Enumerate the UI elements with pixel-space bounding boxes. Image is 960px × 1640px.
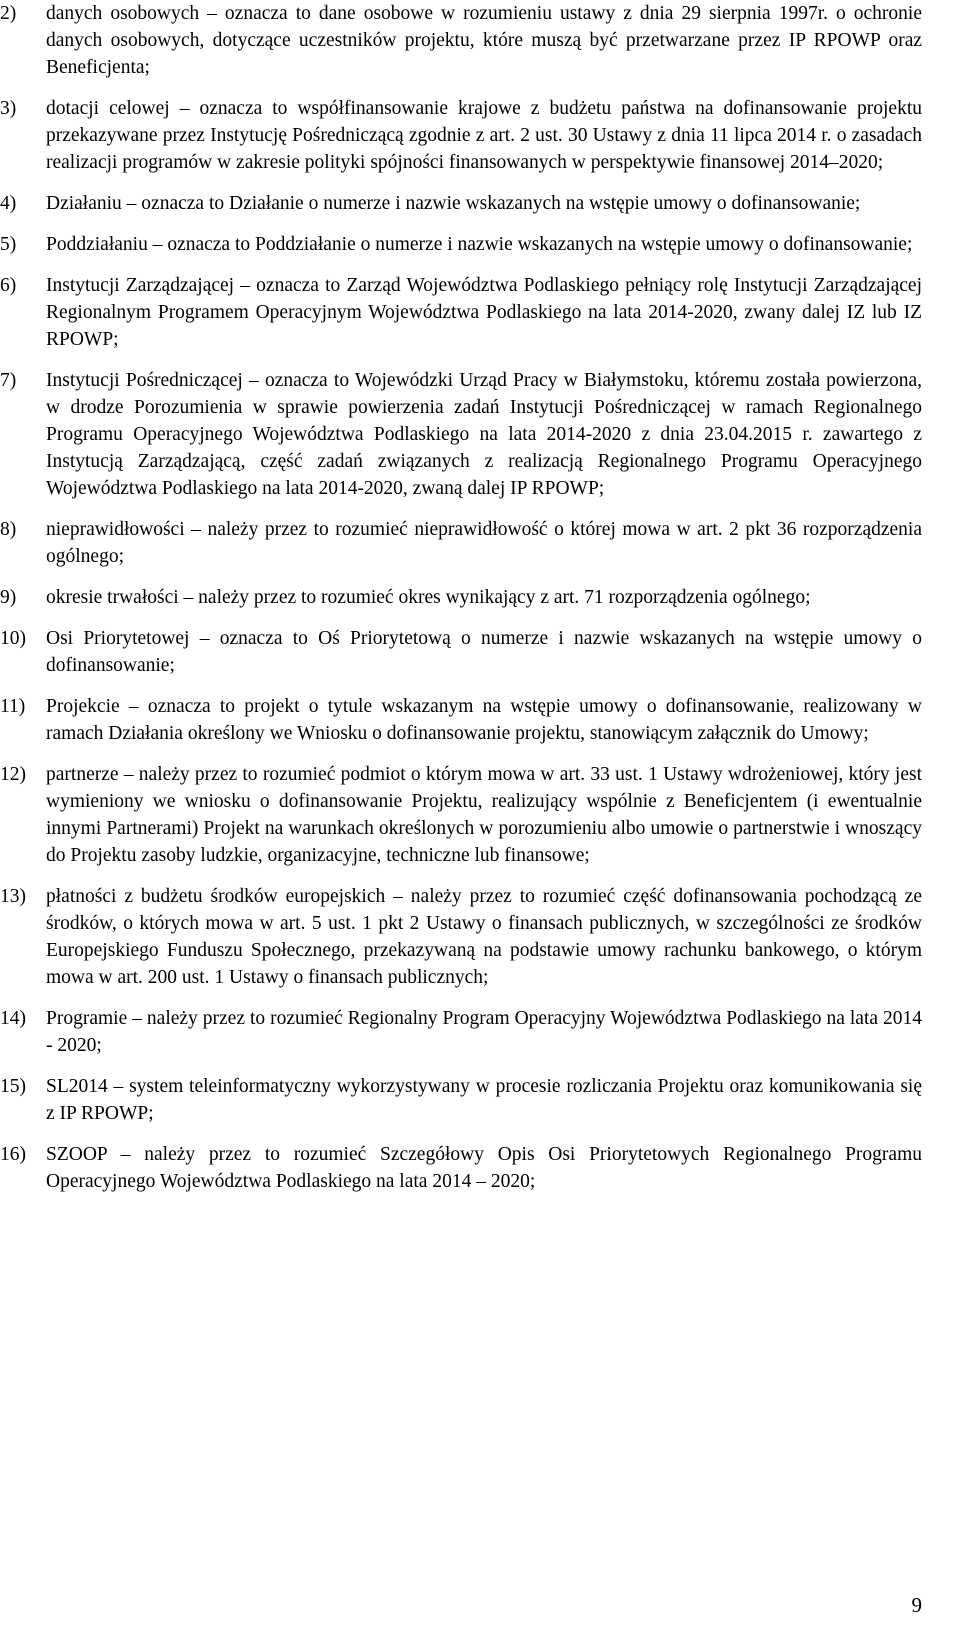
item-text: dotacji celowej – oznacza to współfinansowanie krajowe z budżetu państwa na dofinansowanie projektu przekazywane przez Instytucję Pośredniczącą zgodnie z art. 2 ust. 30 Ustawy z dnia 11 lipca 2014 r. o zasadach realizacji programów w zakresie polityki spójności finansowanych w perspektywie finansowej 2014–2020;: [46, 98, 922, 173]
item-text: SZOOP – należy przez to rozumieć Szczegółowy Opis Osi Priorytetowych Regionalnego Programu Operacyjnego Województwa Podlaskiego na lata 2014 – 2020;: [46, 1144, 922, 1192]
item-number: 11): [0, 696, 26, 717]
item-text: Projekcie – oznacza to projekt o tytule wskazanym na wstępie umowy o dofinansowanie, realizowany w ramach Działania określony we Wniosku o dofinansowanie projektu, stanowiącym załącznik do Umowy;: [46, 696, 922, 744]
list-item: [0, 883, 960, 991]
list-item: [0, 625, 960, 679]
item-number: 10): [0, 628, 26, 649]
item-number: 3): [0, 98, 17, 119]
list-item: [0, 190, 960, 217]
item-text: Instytucji Pośredniczącej – oznacza to Wojewódzki Urząd Pracy w Białymstoku, któremu została powierzona, w drodze Porozumienia w sprawie powierzenia zadań Instytucji Pośredniczącej w ramach Regionalnego Programu Operacyjnego Województwa Podlaskiego na lata 2014-2020 z dnia 23.04.2015 r. zawartego z Instytucją Zarządzającą, część zadań związanych z realizacją Regionalnego Programu Operacyjnego Województwa Podlaskiego na lata 2014-2020, zwaną dalej IP RPOWP;: [46, 370, 922, 499]
item-text: danych osobowych – oznacza to dane osobowe w rozumieniu ustawy z dnia 29 sierpnia 1997r. o ochronie danych osobowych, dotyczące uczestników projektu, które muszą być przetwarzane przez IP RPOWP oraz Beneficjenta;: [46, 3, 922, 78]
item-text: płatności z budżetu środków europejskich – należy przez to rozumieć część dofinansowania pochodzącą ze środków, o których mowa w art. 5 ust. 1 pkt 2 Ustawy o finansach publicznych, w szczególności ze środków Europejskiego Funduszu Społecznego, przekazywaną na podstawie umowy rachunku bankowego, o którym mowa w art. 200 ust. 1 Ustawy o finansach publicznych;: [46, 886, 922, 988]
item-text: Programie – należy przez to rozumieć Regionalny Program Operacyjny Województwa Podlaskiego na lata 2014 - 2020;: [46, 1008, 922, 1056]
item-text: Poddziałaniu – oznacza to Poddziałanie o numerze i nazwie wskazanych na wstępie umowy o dofinansowanie;: [46, 234, 913, 255]
list-item: [0, 1141, 960, 1195]
item-number: 6): [0, 275, 17, 296]
list-item: [0, 584, 960, 611]
item-number: 2): [0, 3, 17, 24]
item-number: 8): [0, 519, 17, 540]
item-text: Osi Priorytetowej – oznacza to Oś Priorytetową o numerze i nazwie wskazanych na wstępie umowy o dofinansowanie;: [46, 628, 922, 676]
item-number: 7): [0, 370, 17, 391]
list-item: [0, 231, 960, 258]
page-number: 9: [911, 1593, 922, 1617]
list-item: [0, 761, 960, 869]
list-item: [0, 0, 960, 81]
item-number: 14): [0, 1008, 26, 1029]
list-item: [0, 516, 960, 570]
list-item: [0, 95, 960, 176]
item-text: SL2014 – system teleinformatyczny wykorzystywany w procesie rozliczania Projektu oraz komunikowania się z IP RPOWP;: [46, 1076, 922, 1124]
item-number: 9): [0, 587, 17, 608]
item-number: 5): [0, 234, 17, 255]
item-number: 16): [0, 1144, 26, 1165]
item-text: nieprawidłowości – należy przez to rozumieć nieprawidłowość o której mowa w art. 2 pkt 36 rozporządzenia ogólnego;: [46, 519, 922, 567]
item-text: Instytucji Zarządzającej – oznacza to Zarząd Województwa Podlaskiego pełniący rolę Instytucji Zarządzającej Regionalnym Programem Operacyjnym Województwa Podlaskiego na lata 2014-2020, zwany dalej IZ lub IZ RPOWP;: [46, 275, 922, 350]
item-text: Działaniu – oznacza to Działanie o numerze i nazwie wskazanych na wstępie umowy o dofinansowanie;: [46, 193, 861, 214]
list-item: [0, 367, 960, 502]
item-number: 12): [0, 764, 26, 785]
item-number: 15): [0, 1076, 26, 1097]
list-item: [0, 272, 960, 353]
list-item: [0, 1073, 960, 1127]
list-item: [0, 1005, 960, 1059]
list-item: [0, 693, 960, 747]
item-number: 4): [0, 193, 17, 214]
item-text: okresie trwałości – należy przez to rozumieć okres wynikający z art. 71 rozporządzenia ogólnego;: [46, 587, 811, 608]
item-number: 13): [0, 886, 26, 907]
item-text: partnerze – należy przez to rozumieć podmiot o którym mowa w art. 33 ust. 1 Ustawy wdrożeniowej, który jest wymieniony we wniosku o dofinansowanie Projektu, realizujący wspólnie z Beneficjentem (i ewentualnie innymi Partnerami) Projekt na warunkach określonych w porozumieniu albo umowie o partnerstwie i wnoszący do Projektu zasoby ludzkie, organizacyjne, techniczne lub finansowe;: [46, 764, 922, 866]
